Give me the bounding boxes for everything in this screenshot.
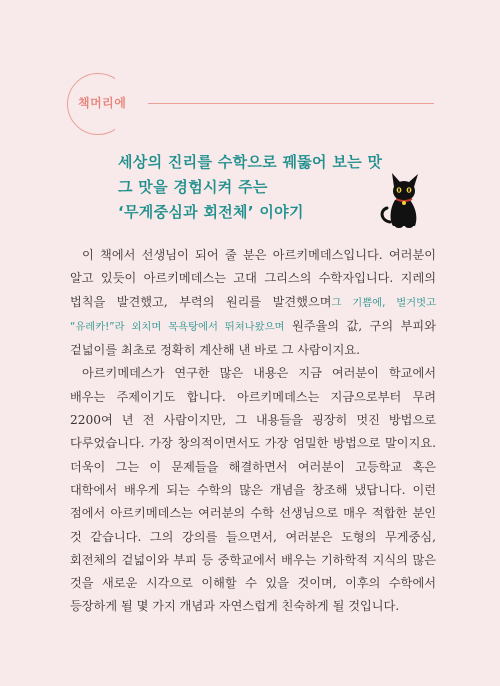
headline — [118, 150, 388, 225]
paragraph-1-start: 이 책에서 선생님이 되어 줄 분은 아르키메데스입니다. 여러분이 알고 있듯이 아르키메데스는 고대 그리스의 수학자입니다. 지레의 법칙을 발견했고, 부력의 원리를 발견했으며 — [70, 248, 436, 309]
headline-line-3: ‘무게중심과 회전체’ 이야기 — [118, 203, 304, 221]
headline-line-1: 세상의 진리를 수학으로 꿰뚫어 보는 맛 — [118, 153, 383, 171]
paragraph-1-highlight: 그 기쁨에, 벌거벗고 “유레카!”라 외치며 목욕탕에서 뛰쳐나왔으며 — [70, 296, 436, 333]
paragraph-1-end: 원주율의 값, 구의 부피와 겉넓이를 최초로 정확히 계산해 낸 바로 그 사람이지요. — [70, 318, 436, 358]
headline-line-2: 그 맛을 경험시켜 주는 — [118, 178, 268, 196]
section-tag-rule — [148, 103, 434, 104]
paragraph-1 — [70, 244, 436, 362]
black-cat-icon — [378, 170, 430, 230]
section-tag-label: 책머리에 — [78, 96, 127, 110]
paragraph-2: 아르키메데스가 연구한 많은 내용은 지금 여러분이 학교에서 배우는 주제이기도 합니다. 아르키메데스는 지금으로부터 무려 2200여 년 전 사람이지만, 그 내용들을 굉장히 멋진 방법으로 다루었습니다. 가장 창의적이면서도 가장 엄밀한 방법으로 말이지요. 더욱이 그는 이 문제들을 해결하면서 여러분이 고등학교 혹은 대학에서 배우게 되는 수학의 많은 개념을 창조해 냈답니다. 이런 점에서 아르키메데스는 여러분의 수학 선생님으로 매우 적합한 분인 것 같습니다. 그의 강의를 들으면서, 여러분은 도형의 무게중심, 회전체의 겉넓이와 부피 등 중학교에서 배우는 기하학적 지식의 많은 것을 새로운 시각으로 이해할 수 있을 것이며, 이후의 수학에서 등장하게 될 몇 가지 개념과 자연스럽게 친숙하게 될 것입니다. — [70, 366, 436, 614]
body-text — [70, 244, 436, 619]
